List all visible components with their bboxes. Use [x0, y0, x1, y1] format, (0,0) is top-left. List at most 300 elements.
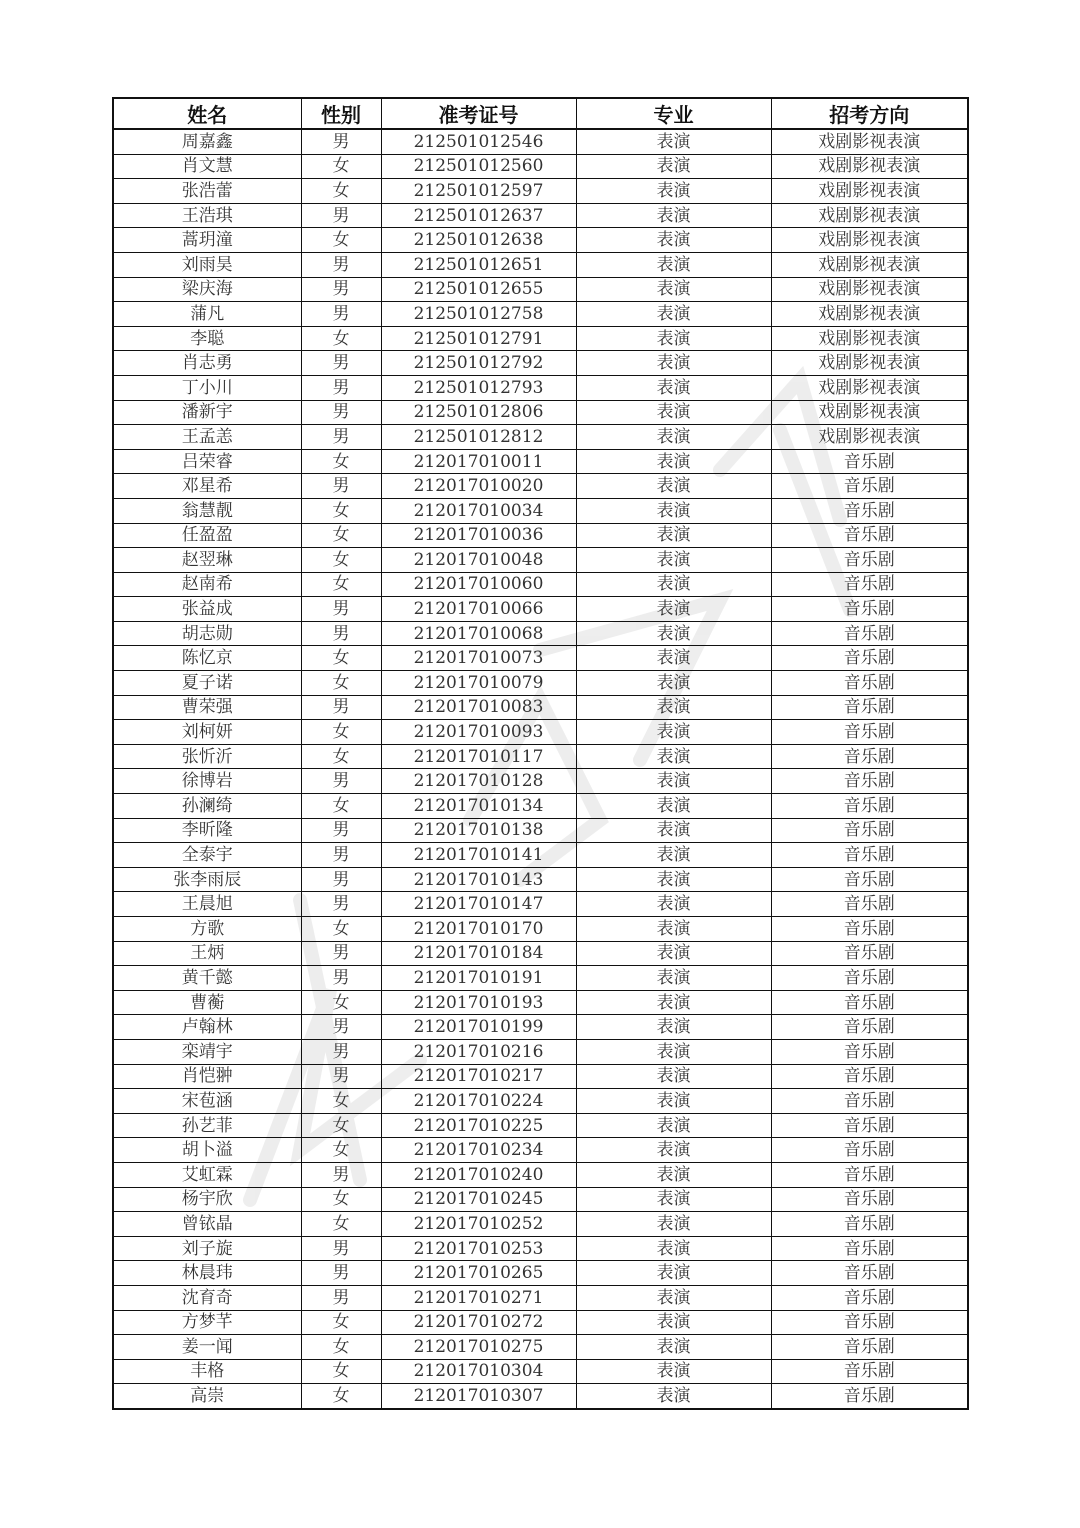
cell-gender: 女	[301, 1359, 381, 1384]
cell-major: 表演	[576, 277, 771, 302]
cell-exam-id: 212017010048	[381, 548, 576, 573]
cell-gender: 男	[301, 302, 381, 327]
table-row	[113, 474, 968, 499]
cell-name: 黄千懿	[113, 966, 301, 991]
cell-exam-id: 212017010134	[381, 794, 576, 819]
cell-direction: 戏剧影视表演	[771, 326, 968, 351]
cell-gender: 女	[301, 720, 381, 745]
header-exam-id: 准考证号	[381, 98, 576, 129]
cell-gender: 男	[301, 867, 381, 892]
cell-gender: 女	[301, 671, 381, 696]
cell-name: 丁小川	[113, 375, 301, 400]
cell-name: 刘雨昊	[113, 252, 301, 277]
cell-name: 梁庆海	[113, 277, 301, 302]
cell-direction: 音乐剧	[771, 917, 968, 942]
cell-name: 任盈盈	[113, 523, 301, 548]
cell-gender: 男	[301, 129, 381, 154]
cell-exam-id: 212017010083	[381, 695, 576, 720]
cell-direction: 音乐剧	[771, 1335, 968, 1360]
cell-name: 肖恺翀	[113, 1064, 301, 1089]
table-row	[113, 1064, 968, 1089]
cell-exam-id: 212017010265	[381, 1261, 576, 1286]
cell-exam-id: 212017010272	[381, 1310, 576, 1335]
table-row	[113, 425, 968, 450]
cell-exam-id: 212017010217	[381, 1064, 576, 1089]
cell-exam-id: 212501012638	[381, 228, 576, 253]
table-row	[113, 621, 968, 646]
cell-gender: 女	[301, 646, 381, 671]
cell-major: 表演	[576, 621, 771, 646]
cell-direction: 音乐剧	[771, 818, 968, 843]
cell-direction: 音乐剧	[771, 1015, 968, 1040]
cell-direction: 音乐剧	[771, 892, 968, 917]
cell-gender: 男	[301, 1015, 381, 1040]
cell-name: 胡志勋	[113, 621, 301, 646]
cell-major: 表演	[576, 548, 771, 573]
table-row	[113, 400, 968, 425]
cell-exam-id: 212017010234	[381, 1138, 576, 1163]
cell-gender: 男	[301, 843, 381, 868]
cell-gender: 男	[301, 695, 381, 720]
cell-major: 表演	[576, 375, 771, 400]
cell-major: 表演	[576, 1113, 771, 1138]
cell-name: 翁慧靓	[113, 498, 301, 523]
cell-name: 王晨旭	[113, 892, 301, 917]
cell-name: 肖志勇	[113, 351, 301, 376]
cell-exam-id: 212017010184	[381, 941, 576, 966]
cell-exam-id: 212501012806	[381, 400, 576, 425]
cell-name: 张李雨辰	[113, 867, 301, 892]
cell-direction: 音乐剧	[771, 1089, 968, 1114]
cell-name: 林晨玮	[113, 1261, 301, 1286]
cell-name: 艾虹霖	[113, 1162, 301, 1187]
cell-direction: 音乐剧	[771, 1384, 968, 1409]
cell-gender: 男	[301, 818, 381, 843]
cell-gender: 男	[301, 941, 381, 966]
cell-gender: 女	[301, 1113, 381, 1138]
cell-major: 表演	[576, 572, 771, 597]
cell-name: 赵翌琳	[113, 548, 301, 573]
cell-major: 表演	[576, 1212, 771, 1237]
cell-major: 表演	[576, 818, 771, 843]
cell-direction: 音乐剧	[771, 621, 968, 646]
cell-major: 表演	[576, 720, 771, 745]
cell-direction: 戏剧影视表演	[771, 351, 968, 376]
table-row	[113, 1384, 968, 1409]
cell-gender: 男	[301, 474, 381, 499]
cell-direction: 音乐剧	[771, 1310, 968, 1335]
cell-exam-id: 212017010066	[381, 597, 576, 622]
cell-exam-id: 212017010143	[381, 867, 576, 892]
cell-gender: 女	[301, 548, 381, 573]
cell-gender: 男	[301, 277, 381, 302]
table-row	[113, 794, 968, 819]
cell-name: 夏子诺	[113, 671, 301, 696]
cell-major: 表演	[576, 449, 771, 474]
cell-exam-id: 212017010141	[381, 843, 576, 868]
table-row	[113, 1261, 968, 1286]
table-row	[113, 720, 968, 745]
cell-major: 表演	[576, 498, 771, 523]
cell-major: 表演	[576, 326, 771, 351]
cell-direction: 音乐剧	[771, 597, 968, 622]
cell-major: 表演	[576, 1064, 771, 1089]
table-row	[113, 892, 968, 917]
table-row	[113, 843, 968, 868]
cell-direction: 戏剧影视表演	[771, 375, 968, 400]
cell-name: 姜一闻	[113, 1335, 301, 1360]
table-row	[113, 228, 968, 253]
cell-major: 表演	[576, 523, 771, 548]
cell-name: 蒿玥潼	[113, 228, 301, 253]
header-name: 姓名	[113, 98, 301, 129]
cell-direction: 音乐剧	[771, 1039, 968, 1064]
cell-exam-id: 212017010271	[381, 1285, 576, 1310]
cell-gender: 男	[301, 425, 381, 450]
table-row	[113, 203, 968, 228]
cell-exam-id: 212017010225	[381, 1113, 576, 1138]
cell-exam-id: 212501012651	[381, 252, 576, 277]
table-row	[113, 867, 968, 892]
cell-exam-id: 212501012546	[381, 129, 576, 154]
cell-direction: 音乐剧	[771, 843, 968, 868]
cell-name: 王孟恙	[113, 425, 301, 450]
cell-major: 表演	[576, 154, 771, 179]
cell-name: 全泰宇	[113, 843, 301, 868]
table-row	[113, 572, 968, 597]
cell-name: 方梦芊	[113, 1310, 301, 1335]
admission-list-sheet	[112, 97, 967, 1410]
cell-major: 表演	[576, 966, 771, 991]
cell-exam-id: 212501012637	[381, 203, 576, 228]
cell-major: 表演	[576, 695, 771, 720]
table-row	[113, 1359, 968, 1384]
cell-name: 孙艺菲	[113, 1113, 301, 1138]
cell-name: 赵南希	[113, 572, 301, 597]
cell-gender: 男	[301, 203, 381, 228]
header-direction: 招考方向	[771, 98, 968, 129]
cell-name: 蒲凡	[113, 302, 301, 327]
cell-direction: 戏剧影视表演	[771, 228, 968, 253]
cell-direction: 戏剧影视表演	[771, 129, 968, 154]
cell-direction: 音乐剧	[771, 769, 968, 794]
table-row	[113, 818, 968, 843]
cell-major: 表演	[576, 252, 771, 277]
cell-major: 表演	[576, 129, 771, 154]
cell-exam-id: 212017010138	[381, 818, 576, 843]
table-row	[113, 1310, 968, 1335]
cell-major: 表演	[576, 400, 771, 425]
cell-gender: 女	[301, 449, 381, 474]
cell-exam-id: 212017010093	[381, 720, 576, 745]
cell-major: 表演	[576, 1138, 771, 1163]
table-row	[113, 1162, 968, 1187]
cell-major: 表演	[576, 843, 771, 868]
table-row	[113, 917, 968, 942]
table-row	[113, 154, 968, 179]
table-row	[113, 179, 968, 204]
cell-exam-id: 212017010307	[381, 1384, 576, 1409]
cell-gender: 男	[301, 1285, 381, 1310]
cell-major: 表演	[576, 203, 771, 228]
table-row	[113, 597, 968, 622]
cell-gender: 男	[301, 1039, 381, 1064]
cell-direction: 音乐剧	[771, 498, 968, 523]
cell-direction: 戏剧影视表演	[771, 425, 968, 450]
cell-gender: 女	[301, 228, 381, 253]
cell-gender: 女	[301, 1212, 381, 1237]
cell-exam-id: 212017010117	[381, 744, 576, 769]
cell-gender: 男	[301, 375, 381, 400]
cell-name: 李聪	[113, 326, 301, 351]
cell-major: 表演	[576, 597, 771, 622]
cell-gender: 女	[301, 917, 381, 942]
cell-major: 表演	[576, 646, 771, 671]
cell-major: 表演	[576, 1261, 771, 1286]
cell-exam-id: 212501012791	[381, 326, 576, 351]
cell-exam-id: 212017010193	[381, 990, 576, 1015]
cell-name: 沈育奇	[113, 1285, 301, 1310]
cell-direction: 音乐剧	[771, 1359, 968, 1384]
cell-exam-id: 212017010240	[381, 1162, 576, 1187]
cell-name: 刘柯妍	[113, 720, 301, 745]
cell-name: 曹荣强	[113, 695, 301, 720]
cell-gender: 女	[301, 794, 381, 819]
cell-name: 刘子旋	[113, 1236, 301, 1261]
cell-major: 表演	[576, 671, 771, 696]
cell-direction: 音乐剧	[771, 449, 968, 474]
cell-direction: 音乐剧	[771, 990, 968, 1015]
cell-direction: 音乐剧	[771, 1162, 968, 1187]
cell-exam-id: 212017010199	[381, 1015, 576, 1040]
cell-exam-id: 212017010068	[381, 621, 576, 646]
table-row	[113, 990, 968, 1015]
cell-major: 表演	[576, 228, 771, 253]
cell-direction: 音乐剧	[771, 572, 968, 597]
cell-gender: 男	[301, 1261, 381, 1286]
cell-name: 胡卜溢	[113, 1138, 301, 1163]
cell-exam-id: 212501012560	[381, 154, 576, 179]
cell-exam-id: 212017010147	[381, 892, 576, 917]
table-row	[113, 302, 968, 327]
cell-gender: 男	[301, 621, 381, 646]
cell-major: 表演	[576, 1236, 771, 1261]
cell-name: 徐博岩	[113, 769, 301, 794]
cell-exam-id: 212017010073	[381, 646, 576, 671]
cell-name: 潘新宇	[113, 400, 301, 425]
cell-major: 表演	[576, 1039, 771, 1064]
cell-name: 曾铱晶	[113, 1212, 301, 1237]
cell-gender: 女	[301, 572, 381, 597]
table-row	[113, 375, 968, 400]
cell-direction: 音乐剧	[771, 720, 968, 745]
cell-exam-id: 212501012655	[381, 277, 576, 302]
cell-gender: 女	[301, 498, 381, 523]
cell-exam-id: 212017010191	[381, 966, 576, 991]
table-row	[113, 548, 968, 573]
cell-direction: 音乐剧	[771, 1285, 968, 1310]
cell-direction: 音乐剧	[771, 1236, 968, 1261]
cell-direction: 戏剧影视表演	[771, 277, 968, 302]
cell-name: 王浩琪	[113, 203, 301, 228]
cell-name: 栾靖宇	[113, 1039, 301, 1064]
cell-major: 表演	[576, 744, 771, 769]
cell-name: 杨宇欣	[113, 1187, 301, 1212]
cell-direction: 音乐剧	[771, 1212, 968, 1237]
cell-exam-id: 212017010253	[381, 1236, 576, 1261]
cell-gender: 男	[301, 1236, 381, 1261]
cell-gender: 男	[301, 892, 381, 917]
cell-exam-id: 212017010245	[381, 1187, 576, 1212]
cell-exam-id: 212501012597	[381, 179, 576, 204]
cell-name: 肖文慧	[113, 154, 301, 179]
cell-exam-id: 212501012792	[381, 351, 576, 376]
cell-direction: 戏剧影视表演	[771, 302, 968, 327]
cell-direction: 音乐剧	[771, 966, 968, 991]
cell-major: 表演	[576, 474, 771, 499]
cell-gender: 女	[301, 1089, 381, 1114]
table-row	[113, 695, 968, 720]
table-row	[113, 129, 968, 154]
cell-name: 李昕隆	[113, 818, 301, 843]
cell-exam-id: 212017010036	[381, 523, 576, 548]
table-row	[113, 941, 968, 966]
cell-direction: 音乐剧	[771, 1138, 968, 1163]
cell-major: 表演	[576, 794, 771, 819]
cell-exam-id: 212017010170	[381, 917, 576, 942]
table-row	[113, 966, 968, 991]
cell-major: 表演	[576, 892, 771, 917]
cell-major: 表演	[576, 769, 771, 794]
cell-gender: 男	[301, 769, 381, 794]
cell-direction: 音乐剧	[771, 1064, 968, 1089]
cell-direction: 音乐剧	[771, 646, 968, 671]
table-row	[113, 744, 968, 769]
table-row	[113, 1236, 968, 1261]
cell-exam-id: 212501012793	[381, 375, 576, 400]
cell-gender: 女	[301, 990, 381, 1015]
table-row	[113, 277, 968, 302]
cell-exam-id: 212501012758	[381, 302, 576, 327]
cell-name: 卢翰林	[113, 1015, 301, 1040]
cell-name: 陈忆京	[113, 646, 301, 671]
cell-major: 表演	[576, 1089, 771, 1114]
cell-exam-id: 212017010011	[381, 449, 576, 474]
cell-name: 张忻沂	[113, 744, 301, 769]
cell-major: 表演	[576, 1384, 771, 1409]
header-major: 专业	[576, 98, 771, 129]
cell-name: 周嘉鑫	[113, 129, 301, 154]
cell-gender: 女	[301, 326, 381, 351]
cell-major: 表演	[576, 1162, 771, 1187]
cell-name: 吕荣睿	[113, 449, 301, 474]
cell-name: 曹蘅	[113, 990, 301, 1015]
table-row	[113, 671, 968, 696]
cell-major: 表演	[576, 1187, 771, 1212]
cell-name: 邓星希	[113, 474, 301, 499]
candidate-table	[112, 97, 969, 1410]
cell-direction: 音乐剧	[771, 744, 968, 769]
cell-direction: 戏剧影视表演	[771, 179, 968, 204]
cell-exam-id: 212017010060	[381, 572, 576, 597]
cell-major: 表演	[576, 990, 771, 1015]
cell-exam-id: 212017010034	[381, 498, 576, 523]
cell-exam-id: 212017010304	[381, 1359, 576, 1384]
table-row	[113, 1089, 968, 1114]
cell-major: 表演	[576, 1310, 771, 1335]
table-row	[113, 646, 968, 671]
table-row	[113, 1212, 968, 1237]
cell-gender: 男	[301, 351, 381, 376]
cell-direction: 音乐剧	[771, 548, 968, 573]
cell-gender: 男	[301, 1064, 381, 1089]
cell-exam-id: 212017010216	[381, 1039, 576, 1064]
cell-major: 表演	[576, 1015, 771, 1040]
cell-direction: 戏剧影视表演	[771, 203, 968, 228]
cell-major: 表演	[576, 941, 771, 966]
cell-direction: 音乐剧	[771, 523, 968, 548]
cell-direction: 音乐剧	[771, 794, 968, 819]
table-row	[113, 326, 968, 351]
table-row	[113, 769, 968, 794]
header-gender: 性别	[301, 98, 381, 129]
table-row	[113, 1138, 968, 1163]
cell-gender: 女	[301, 1187, 381, 1212]
cell-exam-id: 212017010224	[381, 1089, 576, 1114]
cell-major: 表演	[576, 1335, 771, 1360]
table-row	[113, 449, 968, 474]
cell-major: 表演	[576, 1359, 771, 1384]
cell-direction: 音乐剧	[771, 1261, 968, 1286]
cell-major: 表演	[576, 351, 771, 376]
cell-exam-id: 212017010020	[381, 474, 576, 499]
cell-exam-id: 212017010079	[381, 671, 576, 696]
table-header-row	[113, 98, 968, 129]
cell-direction: 音乐剧	[771, 671, 968, 696]
table-row	[113, 1285, 968, 1310]
cell-direction: 戏剧影视表演	[771, 400, 968, 425]
cell-major: 表演	[576, 917, 771, 942]
cell-gender: 女	[301, 1310, 381, 1335]
cell-major: 表演	[576, 1285, 771, 1310]
cell-gender: 男	[301, 597, 381, 622]
cell-major: 表演	[576, 302, 771, 327]
cell-name: 宋苞涵	[113, 1089, 301, 1114]
cell-name: 王炳	[113, 941, 301, 966]
cell-major: 表演	[576, 179, 771, 204]
cell-name: 张益成	[113, 597, 301, 622]
cell-major: 表演	[576, 425, 771, 450]
cell-direction: 音乐剧	[771, 695, 968, 720]
table-row	[113, 498, 968, 523]
table-row	[113, 1039, 968, 1064]
cell-direction: 音乐剧	[771, 867, 968, 892]
cell-direction: 戏剧影视表演	[771, 252, 968, 277]
cell-name: 高崇	[113, 1384, 301, 1409]
cell-gender: 男	[301, 400, 381, 425]
cell-gender: 女	[301, 744, 381, 769]
cell-gender: 男	[301, 1162, 381, 1187]
table-row	[113, 1187, 968, 1212]
table-row	[113, 351, 968, 376]
cell-exam-id: 212017010275	[381, 1335, 576, 1360]
table-row	[113, 252, 968, 277]
table-row	[113, 1335, 968, 1360]
cell-gender: 男	[301, 252, 381, 277]
cell-gender: 男	[301, 966, 381, 991]
cell-name: 张浩蕾	[113, 179, 301, 204]
cell-major: 表演	[576, 867, 771, 892]
